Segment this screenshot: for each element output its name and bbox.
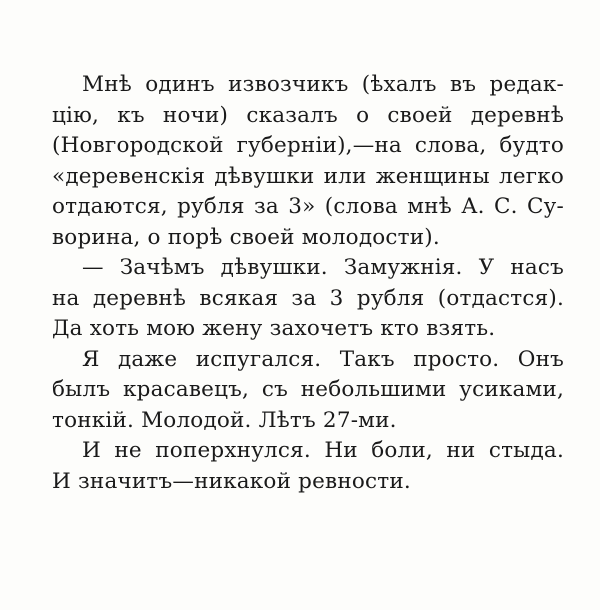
text-line: тонкій. Молодой. Лѣтъ 27-ми. xyxy=(52,407,397,433)
text-line: И значитъ—никакой ревности. xyxy=(52,468,411,494)
text-line: Да хоть мою жену захочетъ кто взять. xyxy=(52,316,496,341)
text-line: ворина, о порѣ своей молодости). xyxy=(52,224,440,250)
paragraph-4 xyxy=(52,436,564,497)
text-line: цію, къ ночи) сказалъ о своей деревнѣ xyxy=(52,102,564,128)
text-line: «деревенскія дѣвушки или женщины легко xyxy=(52,163,564,189)
text-line: И не поперхнулся. Ни боли, ни стыда. xyxy=(82,438,564,463)
paragraph-1 xyxy=(52,70,564,253)
body-text xyxy=(52,70,564,497)
text-line: на деревнѣ всякая за 3 рубля (отдастся). xyxy=(52,285,564,311)
text-line: Мнѣ одинъ извозчикъ (ѣхалъ въ редак- xyxy=(82,72,564,97)
paragraph-2 xyxy=(52,253,564,345)
paragraph-3 xyxy=(52,345,564,437)
text-line: Я даже испугался. Такъ просто. Онъ xyxy=(82,346,564,372)
text-line: отдаются, рубля за 3» (слова мнѣ А. С. Су- xyxy=(52,194,564,219)
text-line: былъ красавецъ, съ небольшими усиками, xyxy=(52,377,564,402)
text-line: (Новгородской губерніи),—на слова, будто xyxy=(52,133,564,158)
text-line: — Зачѣмъ дѣвушки. Замужнія. У насъ xyxy=(82,255,564,280)
